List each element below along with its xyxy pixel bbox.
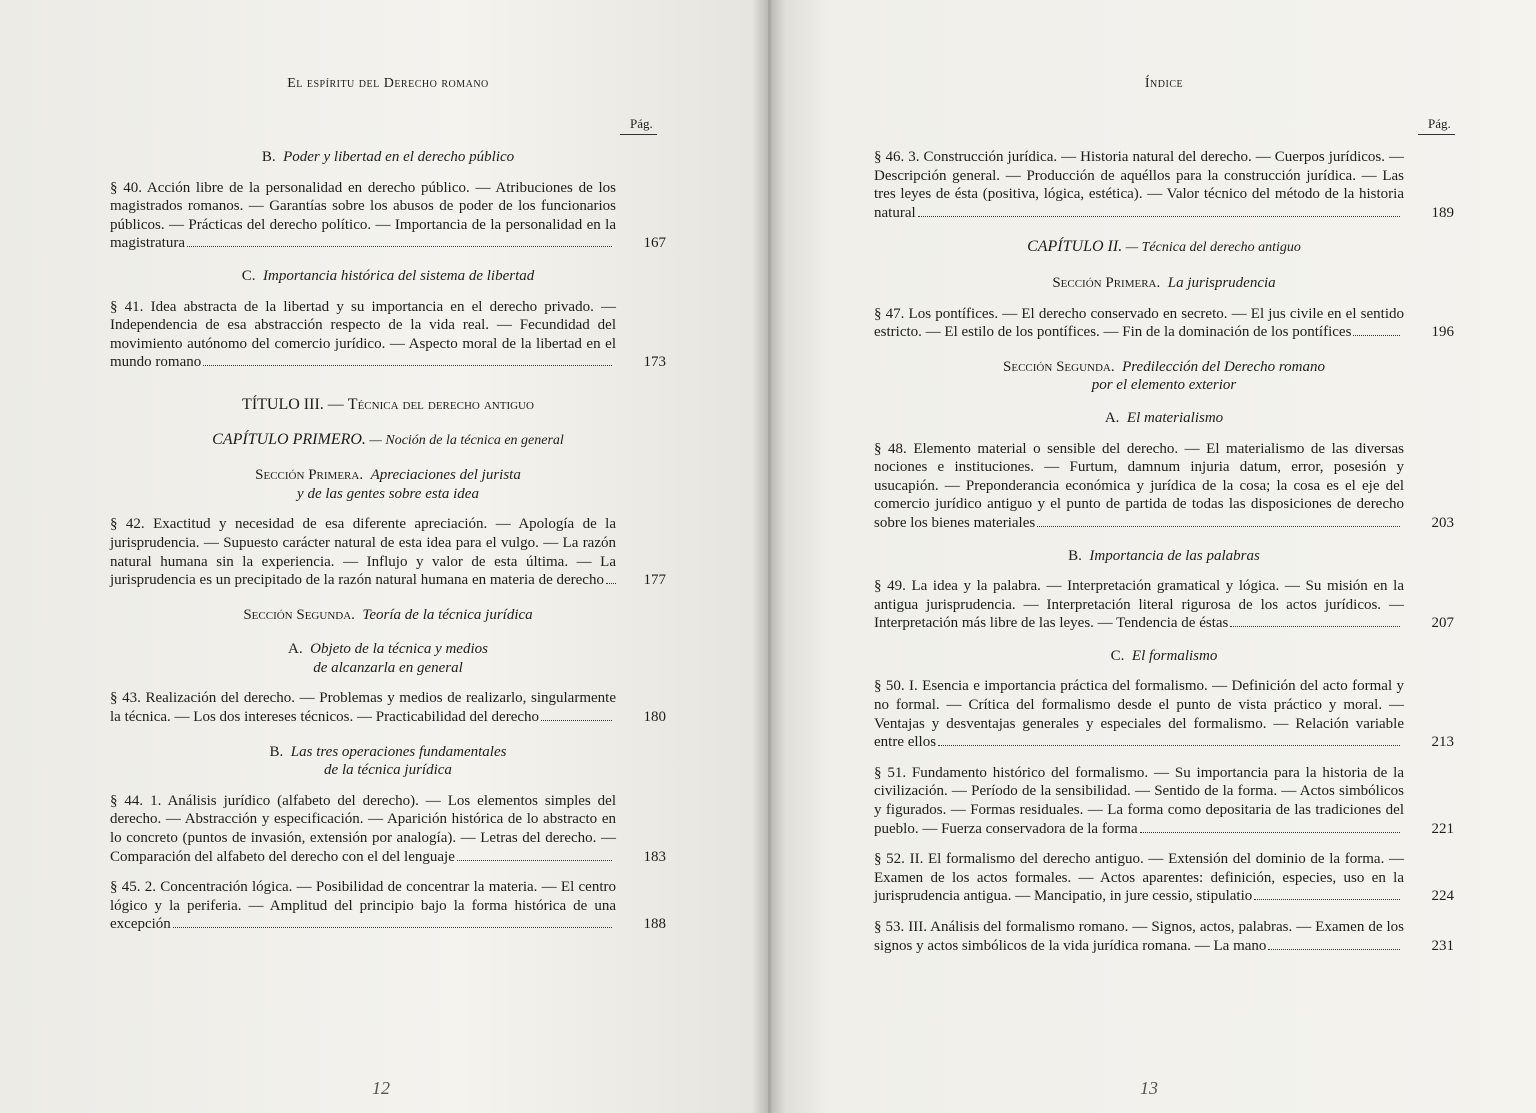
dot-leader	[1230, 625, 1400, 627]
subsection-heading	[110, 267, 666, 286]
chapter-number: CAPÍTULO PRIMERO.	[212, 430, 366, 448]
subsection-letter: B.	[261, 149, 276, 165]
entry-text: § 45. 2. Concentración lógica. — Posibilidad de concentrar la materia. — El centro lógico y la periferia. — Amplitud del principio bajo la forma histórica de una excepción	[110, 879, 616, 933]
subsection-title-line2: de la técnica jurídica	[324, 762, 452, 779]
entry-page-number: 231	[1431, 937, 1454, 954]
entry-text: § 41. Idea abstracta de la libertad y su importancia en el derecho privado. — Independencia de esa abstracción respecto de la vida real. — Fecundidad del movimiento autónomo del comercio jurídico. — Aspecto moral de la libertad en el mundo romano	[110, 298, 616, 371]
entry-page-number: 196	[1431, 324, 1454, 341]
entry-page-number: 213	[1431, 734, 1454, 751]
subsection-heading	[110, 640, 666, 677]
toc-entry	[874, 677, 1454, 751]
dot-leader	[606, 582, 616, 584]
subsection-title: Importancia de las palabras	[1089, 547, 1260, 564]
toc-entry	[874, 850, 1454, 906]
dot-leader	[203, 364, 612, 366]
subsection-heading	[874, 647, 1454, 666]
entry-text: § 51. Fundamento histórico del formalismo. — Su importancia para la historia de la civilización. — Período de la sensibilidad. — Sentido de la forma. — Actos simbólicos y figurados. — Formas residuales. — La forma como depositaria de las tradiciones del pueblo. — Fuerza conservadora de la forma	[874, 764, 1404, 837]
subsection-letter: A.	[288, 641, 303, 658]
section-number: Sección Primera.	[1052, 274, 1161, 291]
section-heading	[110, 466, 666, 503]
chapter-title: — Técnica del derecho antiguo	[1122, 240, 1301, 256]
dot-leader	[918, 215, 1400, 217]
dot-leader	[173, 926, 612, 928]
toc-entry	[110, 878, 666, 934]
entry-page-number: 167	[643, 235, 666, 252]
dot-leader	[1353, 334, 1400, 336]
section-title-line2: y de las gentes sobre esta idea	[297, 485, 479, 502]
subsection-title: Importancia histórica del sistema de libertad	[263, 267, 535, 284]
section-number: Sección Primera.	[255, 467, 364, 484]
entry-text: § 46. 3. Construcción jurídica. — Historia natural del derecho. — Cuerpos jurídicos. — Descripción general. — Producción de aquéllos para la construcción jurídica. — Las tres leyes de ésta (positiva, lógica, estética). — Valor técnico del método de la historia natural	[874, 149, 1404, 221]
section-number: Sección Segunda.	[243, 606, 355, 623]
toc-entry	[874, 918, 1454, 955]
subsection-letter: B.	[1068, 547, 1082, 564]
dot-leader	[541, 719, 612, 721]
toc-entry	[874, 305, 1454, 342]
page-number: 13	[1140, 1078, 1158, 1098]
dot-leader	[1140, 831, 1400, 833]
subsection-letter: B.	[269, 743, 284, 760]
subsection-letter: C.	[1110, 647, 1125, 664]
toc-entry	[110, 792, 666, 866]
entry-text: § 42. Exactitud y necesidad de esa diferente apreciación. — Apología de la jurisprudencia. — Supuesto carácter natural de esta idea para el vulgo. — La razón natural humana sin la experiencia. — Influjo y valor de esta última. — La jurisprudencia es un precipitado de la razón natural humana en materia de derecho	[110, 516, 616, 589]
subsection-title-line2: de alcanzarla en general	[313, 659, 463, 676]
dot-leader	[1254, 898, 1400, 900]
entry-page-number: 183	[643, 848, 666, 865]
entry-text: § 44. 1. Análisis jurídico (alfabeto del derecho). — Los elementos simples del derecho. — Abstracción y especificación. — Aparición histórica de lo abstracto en lo concreto (puntos de invasión, extensión por analogía). — Letras del derecho. — Comparación del alfabeto del derecho con el del lenguaje	[110, 792, 616, 865]
entry-text: § 50. I. Esencia e importancia práctica del formalismo. — Definición del acto formal y no formal. — Crítica del formalismo desde el punto de vista práctico y moral. — Ventajas y desventajas generales y especiales del formalismo. — Relación variable entre ellos	[874, 678, 1404, 751]
toc-entry	[110, 179, 666, 253]
book-gutter	[752, 0, 786, 1113]
chapter-title: — Noción de la técnica en general	[365, 432, 564, 448]
section-title-line2: por el elemento exterior	[1091, 377, 1237, 394]
entry-text: § 40. Acción libre de la personalidad en derecho público. — Atribuciones de los magistrados romanos. — Garantías sobre los abusos de poder de los funcionarios públicos. — Prácticas del derecho político. — Importancia de la personalidad en la magistratura	[110, 179, 616, 252]
subsection-heading	[110, 148, 666, 167]
entry-page-number: 203	[1431, 514, 1454, 531]
running-head	[110, 76, 666, 92]
dot-leader	[187, 245, 612, 247]
subsection-title: El materialismo	[1126, 409, 1224, 426]
chapter-heading	[110, 431, 666, 451]
subsection-title: Poder y libertad en el derecho público	[283, 149, 515, 165]
subsection-title: Objeto de la técnica y medios	[310, 641, 488, 658]
entry-page-number: 207	[1431, 615, 1454, 632]
entry-page-number: 173	[643, 354, 666, 371]
subsection-title: Las tres operaciones fundamentales	[290, 743, 507, 760]
dot-leader	[938, 744, 1400, 746]
entry-text: § 52. II. El formalismo del derecho antiguo. — Extensión del dominio de la forma. — Examen de los actos formales. — Actos aparentes: definición, especies, uso en la jurisprudencia antigua. — Mancipatio, in jure cessio, stipulatio	[874, 851, 1404, 905]
subsection-heading	[110, 743, 666, 780]
chapter-number: CAPÍTULO II.	[1027, 238, 1123, 256]
toc-entry	[874, 440, 1454, 533]
running-head-text: El espíritu del Derecho romano	[287, 76, 489, 91]
subsection-heading	[874, 547, 1454, 566]
toc-entry	[110, 689, 666, 726]
pag-label: Pág.	[1418, 116, 1455, 135]
subsection-title: El formalismo	[1131, 647, 1218, 664]
section-heading	[874, 358, 1454, 395]
subsection-letter: C.	[241, 267, 256, 284]
toc-entry	[110, 515, 666, 589]
titulo-number: TÍTULO III. —	[242, 395, 348, 413]
entry-page-number: 189	[1431, 204, 1454, 221]
section-title: La jurisprudencia	[1167, 274, 1276, 291]
running-head-text: Índice	[1144, 76, 1184, 91]
titulo-title: Técnica del derecho antiguo	[347, 395, 534, 413]
entry-page-number: 188	[643, 916, 666, 933]
dot-leader	[457, 859, 612, 861]
entry-text: § 47. Los pontífices. — El derecho conservado en secreto. — El jus civile en el sentido estricto. — El estilo de los pontífices. — Fin de la dominación de los pontífices	[874, 305, 1404, 341]
chapter-heading	[874, 238, 1454, 258]
toc-entry	[874, 577, 1454, 633]
entry-text: § 49. La idea y la palabra. — Interpretación gramatical y lógica. — Su misión en la antigua jurisprudencia. — Interpretación literal rigurosa de los actos jurídicos. — Interpretación más libre de las leyes. — Tendencia de éstas	[874, 578, 1404, 632]
section-title: Teoría de la técnica jurídica	[362, 606, 533, 623]
entry-text: § 48. Elemento material o sensible del derecho. — El materialismo de las diversas nociones e instituciones. — Furtum, damnum injuria datum, error, posesión y usucapión. — Preponderancia económica y jurídica de la cosa; la cosa es el eje del comercio jurídico antiguo y el punto de partida de todas las disposiciones de derecho sobre los bienes materiales	[874, 440, 1404, 531]
toc-entry	[110, 298, 666, 372]
pag-label: Pág.	[620, 116, 657, 135]
section-heading	[110, 606, 666, 625]
entry-text: § 53. III. Análisis del formalismo romano. — Signos, actos, palabras. — Examen de los signos y actos simbólicos de la vida jurídica romana. — La mano	[874, 919, 1404, 954]
entry-page-number: 177	[643, 572, 666, 589]
toc-column	[874, 148, 1454, 955]
entry-page-number: 180	[643, 709, 666, 726]
toc-entry	[874, 764, 1454, 838]
entry-page-number: 221	[1431, 820, 1454, 837]
dot-leader	[1037, 525, 1400, 527]
section-title: Apreciaciones del jurista	[370, 467, 521, 484]
subsection-letter: A.	[1104, 409, 1120, 426]
titulo-heading	[110, 396, 666, 415]
toc-column	[110, 148, 666, 934]
entry-text: § 43. Realización del derecho. — Problemas y medios de realizarlo, singularmente la técnica. — Los dos intereses técnicos. — Practicabilidad del derecho	[110, 690, 616, 726]
section-number: Sección Segunda.	[1003, 358, 1115, 375]
subsection-heading	[874, 409, 1454, 428]
page-number: 12	[372, 1078, 390, 1098]
entry-page-number: 224	[1431, 888, 1454, 905]
dot-leader	[1268, 948, 1400, 950]
section-heading	[874, 274, 1454, 293]
section-title: Predilección del Derecho romano	[1122, 358, 1325, 375]
toc-entry	[874, 148, 1454, 222]
running-head	[874, 76, 1454, 92]
right-page	[768, 0, 1536, 1113]
